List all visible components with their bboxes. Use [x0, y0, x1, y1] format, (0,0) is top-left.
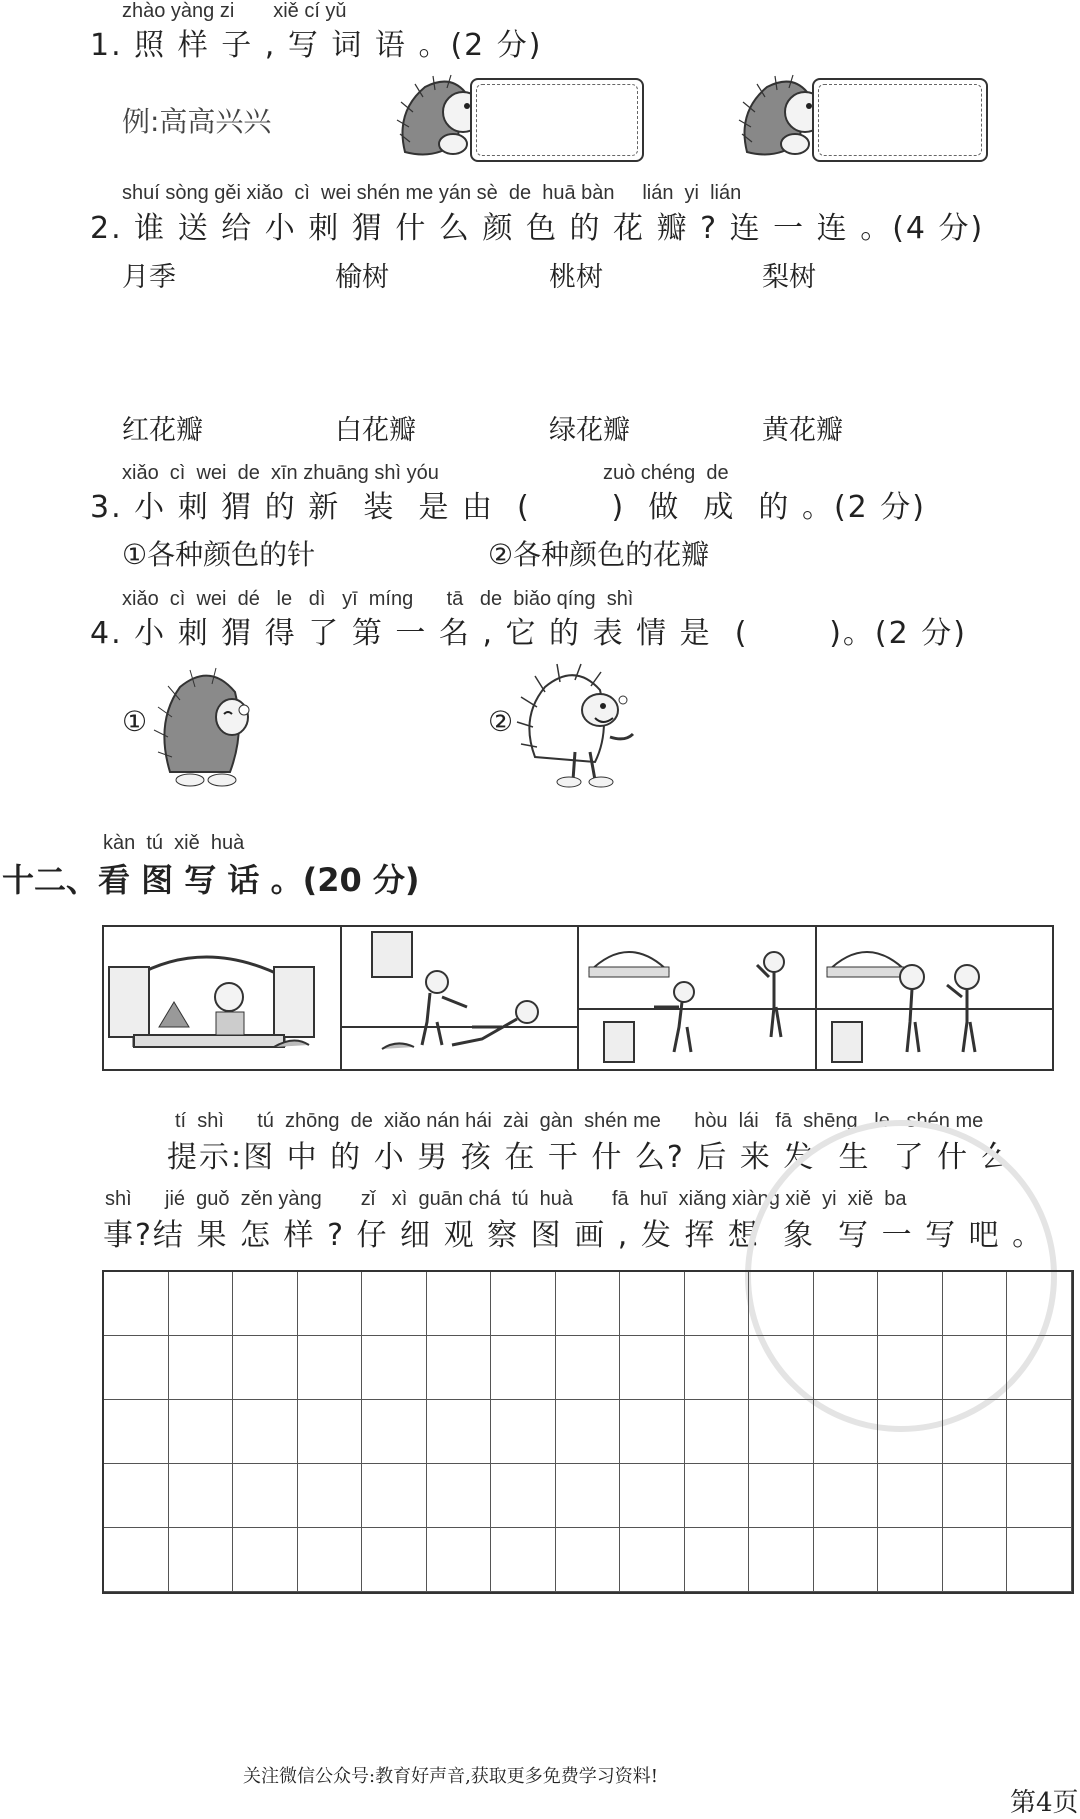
q2-question: 2. 谁 送 给 小 刺 猬 什 么 颜 色 的 花 瓣 ? 连 一 连 。(4 分) — [90, 211, 985, 246]
hint-text-2: 事?结 果 怎 样 ? 仔 细 观 察 图 画 , 发 挥 想 象 写 一 写 吧 。 — [103, 1218, 1045, 1253]
q3-pinyin-left: xiǎo cì wei de xīn zhuāng shì yóu — [122, 462, 439, 484]
writing-grid[interactable] — [102, 1270, 1074, 1594]
q4-option-2-mark[interactable]: ② — [488, 705, 514, 738]
tree-peach[interactable]: 桃树 — [549, 262, 603, 293]
tree-pear[interactable]: 梨树 — [762, 262, 816, 293]
petal-yellow[interactable]: 黄花瓣 — [762, 415, 843, 446]
q4-option-1-mark[interactable]: ① — [122, 705, 148, 738]
q3-option-1[interactable]: ①各种颜色的针 — [122, 538, 316, 571]
q1-question: 1. 照 样 子 , 写 词 语 。(2 分) — [90, 28, 543, 63]
petal-green[interactable]: 绿花瓣 — [549, 415, 630, 446]
petal-white[interactable]: 白花瓣 — [335, 415, 416, 446]
hedgehog-happy-illustration — [515, 662, 640, 792]
hedgehog-shy-illustration — [150, 662, 260, 790]
q3-option-2[interactable]: ②各种颜色的花瓣 — [488, 538, 710, 571]
story-panel-4 — [817, 927, 1053, 1069]
story-panel-2 — [342, 927, 580, 1069]
page-number: 第4页 — [1010, 1788, 1079, 1818]
story-panel-3 — [579, 927, 817, 1069]
hint-pinyin-2: shì jié guǒ zěn yàng zǐ xì guān chá tú huà fā huī xiǎng xiàng xiě yi xiě ba — [105, 1188, 907, 1210]
hint-text-1: 提示:图 中 的 小 男 孩 在 干 什 么? 后 来 发 生 了 什 么 — [167, 1140, 1013, 1175]
q1-example: 例:高高兴兴 — [122, 105, 272, 138]
q1-answer-box-1[interactable] — [470, 78, 644, 162]
section12-title: 十二、看 图 写 话 。(20 分) — [2, 861, 420, 899]
section12-pinyin: kàn tú xiě huà — [103, 832, 245, 854]
q3-pinyin-right: zuò chéng de — [603, 462, 729, 484]
story-panel-1 — [104, 927, 342, 1069]
footer-notice: 关注微信公众号:教育好声音,获取更多免费学习资料! — [243, 1766, 659, 1787]
petal-red[interactable]: 红花瓣 — [122, 415, 203, 446]
q1-pinyin: zhào yàng zi xiě cí yǔ — [122, 0, 347, 22]
q1-answer-box-2[interactable] — [812, 78, 988, 162]
tree-elm[interactable]: 榆树 — [335, 262, 389, 293]
picture-story-strip — [102, 925, 1054, 1071]
q4-pinyin: xiǎo cì wei dé le dì yī míng tā de biǎo qíng shì — [122, 588, 634, 610]
q3-question: 3. 小 刺 猬 的 新 装 是 由 ( ) 做 成 的 。(2 分) — [90, 490, 927, 525]
q2-pinyin: shuí sòng gěi xiǎo cì wei shén me yán sè de huā bàn lián yi lián — [122, 182, 742, 204]
hint-pinyin-1: tí shì tú zhōng de xiǎo nán hái zài gàn shén me hòu lái fā shēng le shén me — [175, 1110, 984, 1132]
tree-yueji[interactable]: 月季 — [122, 262, 176, 293]
q4-question: 4. 小 刺 猬 得 了 第 一 名 , 它 的 表 情 是 ( )。(2 分) — [90, 616, 967, 651]
